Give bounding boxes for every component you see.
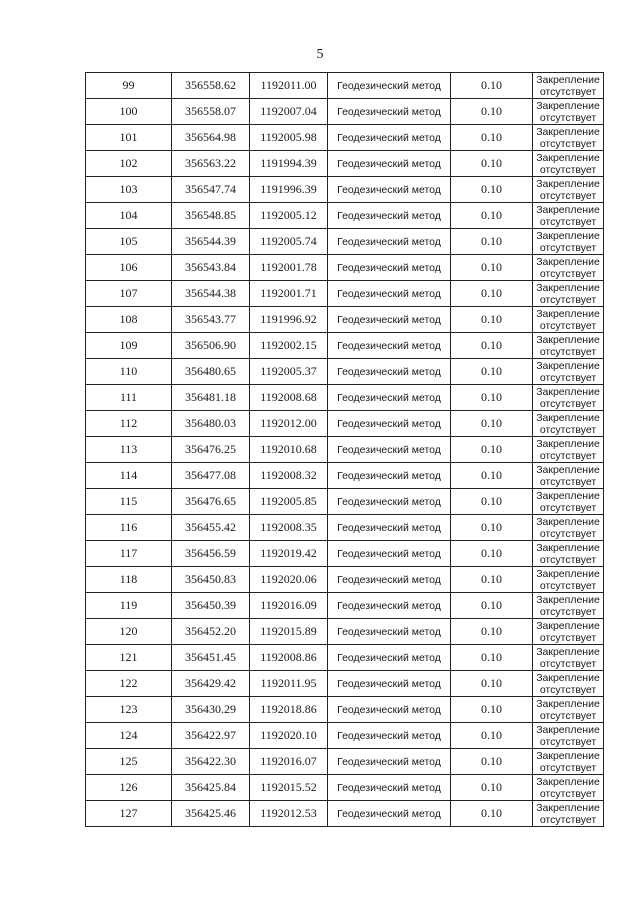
fixation-text: отсутствует — [539, 579, 597, 592]
y-coordinate-cell: 1192008.32 — [250, 463, 328, 489]
x-coordinate-cell: 356480.03 — [172, 411, 250, 437]
x-coordinate-cell: 356452.20 — [172, 619, 250, 645]
accuracy-cell: 0.10 — [451, 281, 533, 307]
point-number-cell: 119 — [86, 593, 172, 619]
table-row — [86, 801, 604, 827]
fixation-cell — [533, 645, 604, 671]
x-coordinate-cell: 356506.90 — [172, 333, 250, 359]
table-row — [86, 333, 604, 359]
method-cell: Геодезический метод — [328, 671, 451, 697]
accuracy-cell: 0.10 — [451, 385, 533, 411]
fixation-text: Закрепление — [536, 125, 600, 138]
fixation-text: Закрепление — [536, 73, 600, 86]
method-cell: Геодезический метод — [328, 593, 451, 619]
point-number-cell: 127 — [86, 801, 172, 827]
accuracy-cell: 0.10 — [451, 775, 533, 801]
fixation-text: отсутствует — [539, 475, 597, 488]
fixation-text: отсутствует — [539, 787, 597, 800]
fixation-text: отсутствует — [539, 605, 597, 618]
x-coordinate-cell: 356558.07 — [172, 99, 250, 125]
x-coordinate-cell: 356543.84 — [172, 255, 250, 281]
y-coordinate-cell: 1192001.78 — [250, 255, 328, 281]
accuracy-cell: 0.10 — [451, 671, 533, 697]
method-cell: Геодезический метод — [328, 723, 451, 749]
accuracy-cell: 0.10 — [451, 99, 533, 125]
y-coordinate-cell: 1192012.00 — [250, 411, 328, 437]
x-coordinate-cell: 356450.83 — [172, 567, 250, 593]
fixation-text: отсутствует — [539, 683, 597, 696]
method-cell: Геодезический метод — [328, 255, 451, 281]
point-number-cell: 109 — [86, 333, 172, 359]
method-cell: Геодезический метод — [328, 775, 451, 801]
point-number-cell: 125 — [86, 749, 172, 775]
y-coordinate-cell: 1192005.98 — [250, 125, 328, 151]
accuracy-cell: 0.10 — [451, 255, 533, 281]
method-cell: Геодезический метод — [328, 463, 451, 489]
y-coordinate-cell: 1192016.07 — [250, 749, 328, 775]
fixation-text: отсутствует — [539, 137, 597, 150]
method-cell: Геодезический метод — [328, 99, 451, 125]
fixation-text: Закрепление — [536, 307, 600, 320]
fixation-text: отсутствует — [539, 761, 597, 774]
method-cell: Геодезический метод — [328, 73, 451, 99]
fixation-text: Закрепление — [536, 255, 600, 268]
table-row — [86, 203, 604, 229]
method-cell: Геодезический метод — [328, 125, 451, 151]
point-number-cell: 102 — [86, 151, 172, 177]
fixation-cell — [533, 437, 604, 463]
fixation-text: Закрепление — [536, 359, 600, 372]
fixation-text: отсутствует — [539, 345, 597, 358]
table-row — [86, 749, 604, 775]
x-coordinate-cell: 356480.65 — [172, 359, 250, 385]
fixation-text: Закрепление — [536, 177, 600, 190]
x-coordinate-cell: 356476.65 — [172, 489, 250, 515]
fixation-text: Закрепление — [536, 411, 600, 424]
accuracy-cell: 0.10 — [451, 203, 533, 229]
fixation-text: отсутствует — [539, 163, 597, 176]
fixation-cell — [533, 801, 604, 827]
point-number-cell: 105 — [86, 229, 172, 255]
x-coordinate-cell: 356422.97 — [172, 723, 250, 749]
fixation-cell — [533, 775, 604, 801]
fixation-text: Закрепление — [536, 203, 600, 216]
fixation-text: Закрепление — [536, 281, 600, 294]
method-cell: Геодезический метод — [328, 489, 451, 515]
y-coordinate-cell: 1192010.68 — [250, 437, 328, 463]
fixation-text: отсутствует — [539, 215, 597, 228]
accuracy-cell: 0.10 — [451, 177, 533, 203]
method-cell: Геодезический метод — [328, 281, 451, 307]
method-cell: Геодезический метод — [328, 619, 451, 645]
method-cell: Геодезический метод — [328, 151, 451, 177]
point-number-cell: 112 — [86, 411, 172, 437]
fixation-text: Закрепление — [536, 333, 600, 346]
table-row — [86, 671, 604, 697]
fixation-cell — [533, 307, 604, 333]
accuracy-cell: 0.10 — [451, 515, 533, 541]
fixation-text: отсутствует — [539, 85, 597, 98]
y-coordinate-cell: 1192005.12 — [250, 203, 328, 229]
page-number: 5 — [316, 47, 324, 62]
fixation-text: отсутствует — [539, 371, 597, 384]
point-number-cell: 126 — [86, 775, 172, 801]
fixation-cell — [533, 671, 604, 697]
y-coordinate-cell: 1192015.89 — [250, 619, 328, 645]
fixation-cell — [533, 125, 604, 151]
fixation-text: отсутствует — [539, 657, 597, 670]
x-coordinate-cell: 356481.18 — [172, 385, 250, 411]
table-row — [86, 723, 604, 749]
fixation-text: отсутствует — [539, 241, 597, 254]
fixation-text: Закрепление — [536, 749, 600, 762]
fixation-text: отсутствует — [539, 293, 597, 306]
fixation-cell — [533, 411, 604, 437]
y-coordinate-cell: 1192011.95 — [250, 671, 328, 697]
y-coordinate-cell: 1192020.10 — [250, 723, 328, 749]
fixation-cell — [533, 463, 604, 489]
y-coordinate-cell: 1191994.39 — [250, 151, 328, 177]
y-coordinate-cell: 1191996.92 — [250, 307, 328, 333]
x-coordinate-cell: 356548.85 — [172, 203, 250, 229]
point-number-cell: 106 — [86, 255, 172, 281]
point-number-cell: 114 — [86, 463, 172, 489]
fixation-cell — [533, 203, 604, 229]
accuracy-cell: 0.10 — [451, 151, 533, 177]
fixation-text: Закрепление — [536, 619, 600, 632]
table-row — [86, 411, 604, 437]
table-row — [86, 99, 604, 125]
fixation-text: отсутствует — [539, 735, 597, 748]
point-number-cell: 117 — [86, 541, 172, 567]
fixation-text: отсутствует — [539, 267, 597, 280]
x-coordinate-cell: 356558.62 — [172, 73, 250, 99]
fixation-cell — [533, 177, 604, 203]
fixation-cell — [533, 281, 604, 307]
fixation-text: Закрепление — [536, 775, 600, 788]
x-coordinate-cell: 356564.98 — [172, 125, 250, 151]
fixation-text: Закрепление — [536, 645, 600, 658]
accuracy-cell: 0.10 — [451, 333, 533, 359]
fixation-text: отсутствует — [539, 111, 597, 124]
fixation-text: отсутствует — [539, 449, 597, 462]
y-coordinate-cell: 1192008.86 — [250, 645, 328, 671]
y-coordinate-cell: 1192018.86 — [250, 697, 328, 723]
method-cell: Геодезический метод — [328, 307, 451, 333]
point-number-cell: 123 — [86, 697, 172, 723]
fixation-text: Закрепление — [536, 385, 600, 398]
y-coordinate-cell: 1192015.52 — [250, 775, 328, 801]
y-coordinate-cell: 1192020.06 — [250, 567, 328, 593]
fixation-text: отсутствует — [539, 631, 597, 644]
accuracy-cell: 0.10 — [451, 541, 533, 567]
fixation-text: Закрепление — [536, 593, 600, 606]
fixation-cell — [533, 723, 604, 749]
table-row — [86, 281, 604, 307]
method-cell: Геодезический метод — [328, 749, 451, 775]
x-coordinate-cell: 356477.08 — [172, 463, 250, 489]
accuracy-cell: 0.10 — [451, 463, 533, 489]
fixation-cell — [533, 359, 604, 385]
y-coordinate-cell: 1192012.53 — [250, 801, 328, 827]
accuracy-cell: 0.10 — [451, 489, 533, 515]
fixation-text: Закрепление — [536, 723, 600, 736]
table-row — [86, 359, 604, 385]
fixation-text: Закрепление — [536, 697, 600, 710]
point-number-cell: 118 — [86, 567, 172, 593]
fixation-text: Закрепление — [536, 515, 600, 528]
accuracy-cell: 0.10 — [451, 229, 533, 255]
y-coordinate-cell: 1192019.42 — [250, 541, 328, 567]
table-row — [86, 385, 604, 411]
fixation-cell — [533, 619, 604, 645]
accuracy-cell: 0.10 — [451, 307, 533, 333]
point-number-cell: 120 — [86, 619, 172, 645]
x-coordinate-cell: 356547.74 — [172, 177, 250, 203]
point-number-cell: 103 — [86, 177, 172, 203]
table-row — [86, 255, 604, 281]
fixation-text: отсутствует — [539, 553, 597, 566]
fixation-cell — [533, 73, 604, 99]
table-row — [86, 489, 604, 515]
method-cell: Геодезический метод — [328, 333, 451, 359]
coordinates-table — [85, 72, 604, 827]
fixation-cell — [533, 515, 604, 541]
accuracy-cell: 0.10 — [451, 801, 533, 827]
point-number-cell: 121 — [86, 645, 172, 671]
fixation-cell — [533, 593, 604, 619]
y-coordinate-cell: 1192007.04 — [250, 99, 328, 125]
fixation-text: Закрепление — [536, 463, 600, 476]
fixation-text: Закрепление — [536, 567, 600, 580]
table-row — [86, 645, 604, 671]
fixation-cell — [533, 541, 604, 567]
fixation-text: Закрепление — [536, 99, 600, 112]
table-row — [86, 775, 604, 801]
fixation-text: Закрепление — [536, 489, 600, 502]
table-row — [86, 697, 604, 723]
fixation-text: отсутствует — [539, 423, 597, 436]
point-number-cell: 122 — [86, 671, 172, 697]
y-coordinate-cell: 1192001.71 — [250, 281, 328, 307]
point-number-cell: 113 — [86, 437, 172, 463]
x-coordinate-cell: 356429.42 — [172, 671, 250, 697]
method-cell: Геодезический метод — [328, 541, 451, 567]
fixation-text: Закрепление — [536, 671, 600, 684]
fixation-cell — [533, 749, 604, 775]
y-coordinate-cell: 1192002.15 — [250, 333, 328, 359]
table-row — [86, 541, 604, 567]
accuracy-cell: 0.10 — [451, 567, 533, 593]
fixation-text: Закрепление — [536, 229, 600, 242]
point-number-cell: 99 — [86, 73, 172, 99]
point-number-cell: 124 — [86, 723, 172, 749]
method-cell: Геодезический метод — [328, 645, 451, 671]
method-cell: Геодезический метод — [328, 385, 451, 411]
point-number-cell: 108 — [86, 307, 172, 333]
y-coordinate-cell: 1192005.37 — [250, 359, 328, 385]
point-number-cell: 100 — [86, 99, 172, 125]
x-coordinate-cell: 356563.22 — [172, 151, 250, 177]
fixation-text: отсутствует — [539, 527, 597, 540]
table-row — [86, 177, 604, 203]
point-number-cell: 101 — [86, 125, 172, 151]
fixation-text: отсутствует — [539, 709, 597, 722]
fixation-text: Закрепление — [536, 541, 600, 554]
table-row — [86, 437, 604, 463]
table-row — [86, 151, 604, 177]
method-cell: Геодезический метод — [328, 203, 451, 229]
method-cell: Геодезический метод — [328, 437, 451, 463]
method-cell: Геодезический метод — [328, 697, 451, 723]
method-cell: Геодезический метод — [328, 567, 451, 593]
point-number-cell: 116 — [86, 515, 172, 541]
fixation-cell — [533, 229, 604, 255]
method-cell: Геодезический метод — [328, 177, 451, 203]
point-number-cell: 104 — [86, 203, 172, 229]
coordinates-table-body — [86, 73, 604, 827]
method-cell: Геодезический метод — [328, 515, 451, 541]
y-coordinate-cell: 1192005.85 — [250, 489, 328, 515]
x-coordinate-cell: 356422.30 — [172, 749, 250, 775]
y-coordinate-cell: 1192008.35 — [250, 515, 328, 541]
accuracy-cell: 0.10 — [451, 749, 533, 775]
fixation-cell — [533, 697, 604, 723]
table-row — [86, 619, 604, 645]
accuracy-cell: 0.10 — [451, 697, 533, 723]
accuracy-cell: 0.10 — [451, 593, 533, 619]
table-row — [86, 463, 604, 489]
method-cell: Геодезический метод — [328, 229, 451, 255]
x-coordinate-cell: 356456.59 — [172, 541, 250, 567]
fixation-cell — [533, 255, 604, 281]
fixation-text: отсутствует — [539, 397, 597, 410]
fixation-text: Закрепление — [536, 801, 600, 814]
accuracy-cell: 0.10 — [451, 73, 533, 99]
table-row — [86, 515, 604, 541]
x-coordinate-cell: 356450.39 — [172, 593, 250, 619]
y-coordinate-cell: 1192016.09 — [250, 593, 328, 619]
accuracy-cell: 0.10 — [451, 645, 533, 671]
fixation-cell — [533, 489, 604, 515]
table-row — [86, 229, 604, 255]
accuracy-cell: 0.10 — [451, 723, 533, 749]
accuracy-cell: 0.10 — [451, 359, 533, 385]
x-coordinate-cell: 356425.46 — [172, 801, 250, 827]
accuracy-cell: 0.10 — [451, 125, 533, 151]
point-number-cell: 110 — [86, 359, 172, 385]
x-coordinate-cell: 356544.39 — [172, 229, 250, 255]
fixation-cell — [533, 385, 604, 411]
fixation-text: Закрепление — [536, 151, 600, 164]
x-coordinate-cell: 356476.25 — [172, 437, 250, 463]
point-number-cell: 115 — [86, 489, 172, 515]
fixation-text: отсутствует — [539, 501, 597, 514]
point-number-cell: 111 — [86, 385, 172, 411]
point-number-cell: 107 — [86, 281, 172, 307]
table-row — [86, 125, 604, 151]
fixation-cell — [533, 99, 604, 125]
table-row — [86, 593, 604, 619]
method-cell: Геодезический метод — [328, 359, 451, 385]
fixation-cell — [533, 333, 604, 359]
x-coordinate-cell: 356543.77 — [172, 307, 250, 333]
x-coordinate-cell: 356455.42 — [172, 515, 250, 541]
x-coordinate-cell: 356425.84 — [172, 775, 250, 801]
fixation-text: отсутствует — [539, 813, 597, 826]
method-cell: Геодезический метод — [328, 411, 451, 437]
method-cell: Геодезический метод — [328, 801, 451, 827]
fixation-text: Закрепление — [536, 437, 600, 450]
x-coordinate-cell: 356451.45 — [172, 645, 250, 671]
fixation-text: отсутствует — [539, 189, 597, 202]
fixation-cell — [533, 567, 604, 593]
fixation-text: отсутствует — [539, 319, 597, 332]
x-coordinate-cell: 356430.29 — [172, 697, 250, 723]
y-coordinate-cell: 1191996.39 — [250, 177, 328, 203]
accuracy-cell: 0.10 — [451, 411, 533, 437]
accuracy-cell: 0.10 — [451, 619, 533, 645]
table-row — [86, 73, 604, 99]
y-coordinate-cell: 1192005.74 — [250, 229, 328, 255]
table-row — [86, 307, 604, 333]
table-row — [86, 567, 604, 593]
y-coordinate-cell: 1192011.00 — [250, 73, 328, 99]
fixation-cell — [533, 151, 604, 177]
accuracy-cell: 0.10 — [451, 437, 533, 463]
x-coordinate-cell: 356544.38 — [172, 281, 250, 307]
y-coordinate-cell: 1192008.68 — [250, 385, 328, 411]
